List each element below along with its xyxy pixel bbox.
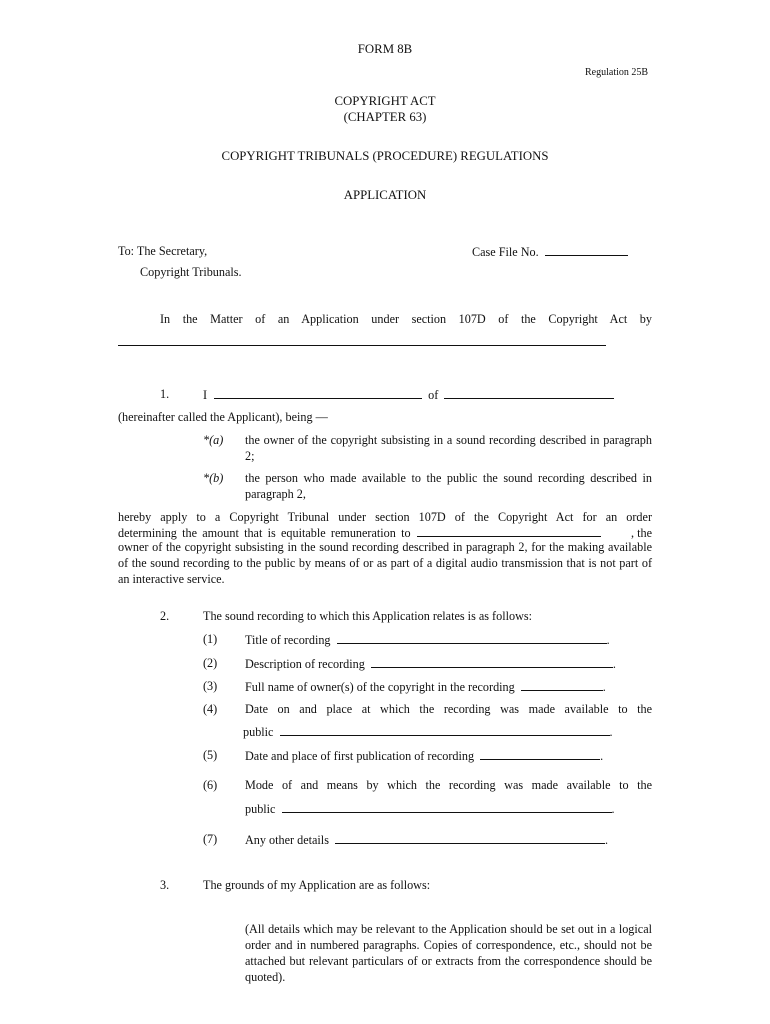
item-number: (3) — [203, 679, 218, 693]
addressee-line-2: Copyright Tribunals. — [140, 265, 242, 279]
owner-name-row: Full name of owner(s) of the copyright in the recording . — [245, 680, 606, 694]
option-b-text: the person who made available to the public the sound recording described in paragraph 2, — [245, 471, 652, 501]
item-text: Date on and place at which the recording was made available to the — [245, 702, 652, 716]
i-label: I — [203, 388, 208, 402]
case-file-blank[interactable] — [545, 244, 628, 256]
apply-line-1: hereby apply to a Copyright Tribunal under section 107D of the Copyright Act for an order — [118, 510, 652, 524]
item-text: Description of recording — [245, 657, 365, 671]
apply-line-2-end: , the — [631, 526, 652, 540]
applicant-identity-row — [203, 387, 614, 404]
document-type: APPLICATION — [343, 188, 427, 202]
other-details-row: Any other details . — [245, 833, 609, 847]
description-field[interactable] — [371, 656, 613, 668]
apply-continuation: owner of the copyright subsisting in the sound recording described in paragraph 2, for the making available of the sound recording to the public by means of or as part of a digital audio transmission that is not part of an interactive service. — [118, 540, 652, 586]
mode-means-row: public . — [245, 802, 615, 816]
paragraph-2-intro: The sound recording to which this Application relates is as follows: — [203, 609, 533, 623]
item-number: (1) — [203, 632, 218, 646]
case-file-row — [472, 244, 628, 261]
item-number: (2) — [203, 656, 218, 670]
paragraph-1-number: 1. — [160, 387, 170, 401]
made-available-field[interactable] — [280, 724, 610, 736]
mode-means-field[interactable] — [282, 801, 612, 813]
item-text: Date and place of first publication of recording — [245, 749, 475, 763]
paragraph-3-note: (All details which may be relevant to the Application should be set out in a logical order and in numbered paragraphs. Copies of correspondence, etc., should not be attached but relevant particulars of or extracts from the correspondence should be quoted). — [245, 922, 652, 984]
first-publication-row: Date and place of first publication of recording . — [245, 749, 604, 763]
other-details-field[interactable] — [335, 832, 605, 844]
applicant-name-field[interactable] — [214, 387, 422, 399]
paragraph-2-number: 2. — [160, 609, 170, 623]
item-text: Title of recording — [245, 633, 331, 647]
of-label: of — [428, 388, 439, 402]
form-title: FORM 8B — [357, 42, 413, 56]
item-number: (6) — [203, 778, 218, 792]
act-title: COPYRIGHT ACT — [334, 94, 436, 108]
remuneration-recipient-field[interactable] — [417, 525, 601, 537]
item-continuation: public — [245, 802, 276, 816]
paragraph-3-number: 3. — [160, 878, 170, 892]
chapter-number: (CHAPTER 63) — [343, 110, 427, 124]
option-a-text: the owner of the copyright subsisting in a sound recording described in paragraph 2; — [245, 433, 652, 463]
case-file-label: Case File No. — [472, 245, 539, 259]
item-text: Mode of and means by which the recording was made available to the — [245, 778, 652, 792]
made-available-row: public . — [243, 725, 613, 739]
item-number: (5) — [203, 748, 218, 762]
item-number: (4) — [203, 702, 218, 716]
option-a-label: *(a) — [203, 433, 224, 447]
applicant-address-field[interactable] — [444, 387, 614, 399]
applicant-name-blank[interactable] — [118, 334, 606, 346]
apply-line-2-start: determining the amount that is equitable remuneration to — [118, 526, 411, 540]
item-text: Full name of owner(s) of the copyright in the recording — [245, 680, 515, 694]
regulation-reference: Regulation 25B — [585, 67, 649, 78]
item-text: Any other details — [245, 833, 329, 847]
first-publication-field[interactable] — [480, 748, 600, 760]
addressee-line: To: The Secretary, — [118, 244, 208, 258]
regulations-title: COPYRIGHT TRIBUNALS (PROCEDURE) REGULATIONS — [221, 149, 549, 163]
item-number: (7) — [203, 832, 218, 846]
option-b-label: *(b) — [203, 471, 224, 485]
matter-text: In the Matter of an Application under section 107D of the Copyright Act by — [160, 312, 652, 326]
hereinafter-text: (hereinafter called the Applicant), being — — [118, 410, 328, 424]
description-row: Description of recording . — [245, 657, 616, 671]
item-continuation: public — [243, 725, 274, 739]
owner-name-field[interactable] — [521, 679, 603, 691]
paragraph-3-intro: The grounds of my Application are as follows: — [203, 878, 431, 892]
title-of-recording-field[interactable] — [337, 632, 607, 644]
title-of-recording-row: Title of recording . — [245, 633, 610, 647]
